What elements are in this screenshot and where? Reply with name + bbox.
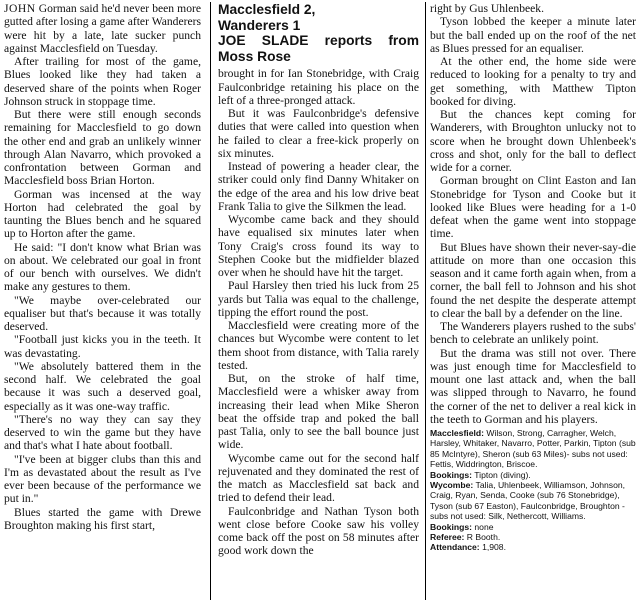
article-paragraph: But, on the stroke of half time, Macclesfield were a whisker away from increasing their lead when Mike Sheron beat the offside trap and poked the ball past Talia, only to see the ball bounce just wide. xyxy=(218,372,419,452)
article-paragraph: JOHN Gorman said he'd never been more gutted after losing a game after Wanderers were hit by a late, late sucker punch against Macclesfield on Tuesday. xyxy=(4,2,201,55)
headline xyxy=(218,2,419,64)
article-paragraph: At the other end, the home side were reduced to looking for a penalty to try and get something, with Matthew Tipton booked for diving. xyxy=(430,55,636,108)
article-paragraph: "We absolutely battered them in the second half. We celebrated the goal because it was such a deserved goal, especially as it was one-way traffic. xyxy=(4,359,201,413)
referee: Referee: R Booth. xyxy=(430,532,501,543)
lead-word: JOHN xyxy=(4,2,36,15)
article-paragraph: Tyson lobbed the keeper a minute later but the ball ended up on the roof of the net as Blues pressed for an equaliser. xyxy=(430,15,636,55)
wycombe-lineup: Wycombe: Talia, Uhlenbeek, Williamson, Johnson, Craig, Ryan, Senda, Cooke (sub 76 Stonebridge), Tyson (sub 67 Easton), Faulconbridge, Broughton - subs not used: Silk, Nethercott, Williams. xyxy=(430,480,626,522)
headline-score-away: Wanderers 1 xyxy=(218,17,301,33)
macclesfield-lineup: Macclesfield: Wilson, Strong, Carragher, Welch, Harsley, Whitaker, Navarro, Potter, Parkin, Tipton (sub 85 McIntyre), Sheron (sub 63 Miles)- subs not used: Fettis, Widdrington, Briscoe. xyxy=(430,428,636,470)
column-divider xyxy=(425,2,426,600)
article-paragraph: right by Gus Uhlenbeek. xyxy=(430,2,544,15)
byline: JOE SLADE reports from xyxy=(218,33,419,49)
article-paragraph: But it was Faulconbridge's defensive duties that were called into question when he failed to clear a free-kick properly on six minutes. xyxy=(218,107,419,160)
article-paragraph: Paul Harsley then tried his luck from 25 yards but Talia was equal to the challenge, tipping the effort round the post. xyxy=(218,279,419,319)
headline-venue: Moss Rose xyxy=(218,48,291,64)
article-paragraph: "Football just kicks you in the teeth. It was devastating. xyxy=(4,333,201,360)
article-paragraph: brought in for Ian Stonebridge, with Craig Faulconbridge retaining his place on the left of a three-pronged attack. xyxy=(218,67,419,107)
wycombe-bookings: Bookings: none xyxy=(430,521,494,532)
article-paragraph: "There's no way they can say they deserved to win the game but they have and that's what I hate about football. xyxy=(4,412,201,453)
article-paragraph: After trailing for most of the game, Blues looked like they had taken a deserved share of the points when Roger Johnson struck in stoppage time. xyxy=(4,55,201,108)
article-paragraph: Wycombe came out for the second half rejuvenated and they dominated the rest of the match as Macclesfield sat back and tried to defend their lead. xyxy=(218,451,419,505)
article-paragraph: But the drama was still not over. There was just enough time for Macclesfield to mount one last attack and, when the ball was slipped through to Navarro, he found the corner of the net to deliver a real kick in the teeth to Gorman and his players. xyxy=(430,346,636,426)
article-paragraph: "I've been at bigger clubs than this and I'm as devastated about the result as I've ever been because of the performance we put in." xyxy=(4,452,201,506)
article-paragraph: Instead of powering a header clear, the striker could only find Danny Whitaker on the edge of the area and his low drive beat Frank Talia to give the Silkmen the lead. xyxy=(218,160,419,213)
article-paragraph: "We maybe over-celebrated our equaliser but that's because it was totally deserved. xyxy=(4,293,201,333)
article-column-1 xyxy=(4,2,201,532)
article-paragraph: Gorman brought on Clint Easton and Ian Stonebridge for Tyson and Cooke but it looked like Blues were heading for a 1-0 defeat when the game went into stoppage time. xyxy=(430,174,636,241)
article-paragraph: The Wanderers players rushed to the subs' bench to celebrate an unlikely point. xyxy=(430,320,636,347)
team-lineups xyxy=(430,428,636,553)
column-divider xyxy=(210,2,211,600)
article-paragraph: But there were still enough seconds remaining for Macclesfield to go down the other end and grab an unlikely winner through Alan Navarro, which provoked a confrontation between Gorman and Macclesfield boss Brian Horton. xyxy=(4,108,201,188)
article-paragraph: Wycombe came back and they should have equalised six minutes later when Tony Craig's cross found its way to Stephen Cooke but the midfielder blazed over when he should have hit the target. xyxy=(218,213,419,280)
article-column-2 xyxy=(218,2,419,558)
article-paragraph: But the chances kept coming for Wanderers, with Broughton unlucky not to score when he brought down Uhlenbeek's cross and shot, only for the ball to deflect wide for a corner. xyxy=(430,108,636,174)
article-paragraph: He said: "I don't know what Brian was on about. We celebrated our goal in front of our bench with ourselves. We didn't make any gestures to them. xyxy=(4,240,201,294)
attendance: Attendance: 1,908. xyxy=(430,542,506,553)
article-column-3 xyxy=(430,2,636,553)
article-paragraph: But Blues have shown their never-say-die attitude on more than one occasion this season and it came forth again when, from a corner, the ball fell to Johnson and his shot found the net despite the desperate attempt to clear the ball by a defender on the line. xyxy=(430,240,636,320)
article-paragraph: Macclesfield were creating more of the chances but Wycombe were content to let them shoot from distance, with Talia rarely tested. xyxy=(218,319,419,372)
article-paragraph: Blues started the game with Drewe Broughton making his first start, xyxy=(4,505,201,532)
macclesfield-bookings: Bookings: Tipton (diving). xyxy=(430,469,531,480)
article-paragraph: Faulconbridge and Nathan Tyson both went close before Cooke saw his volley come back off the post on 58 minutes after good work down the xyxy=(218,504,419,558)
headline-score-home: Macclesfield 2, xyxy=(218,2,316,17)
article-paragraph: Gorman was incensed at the way Horton had celebrated the goal by taunting the Blues bench and he squared up to Horton after the game. xyxy=(4,187,201,241)
